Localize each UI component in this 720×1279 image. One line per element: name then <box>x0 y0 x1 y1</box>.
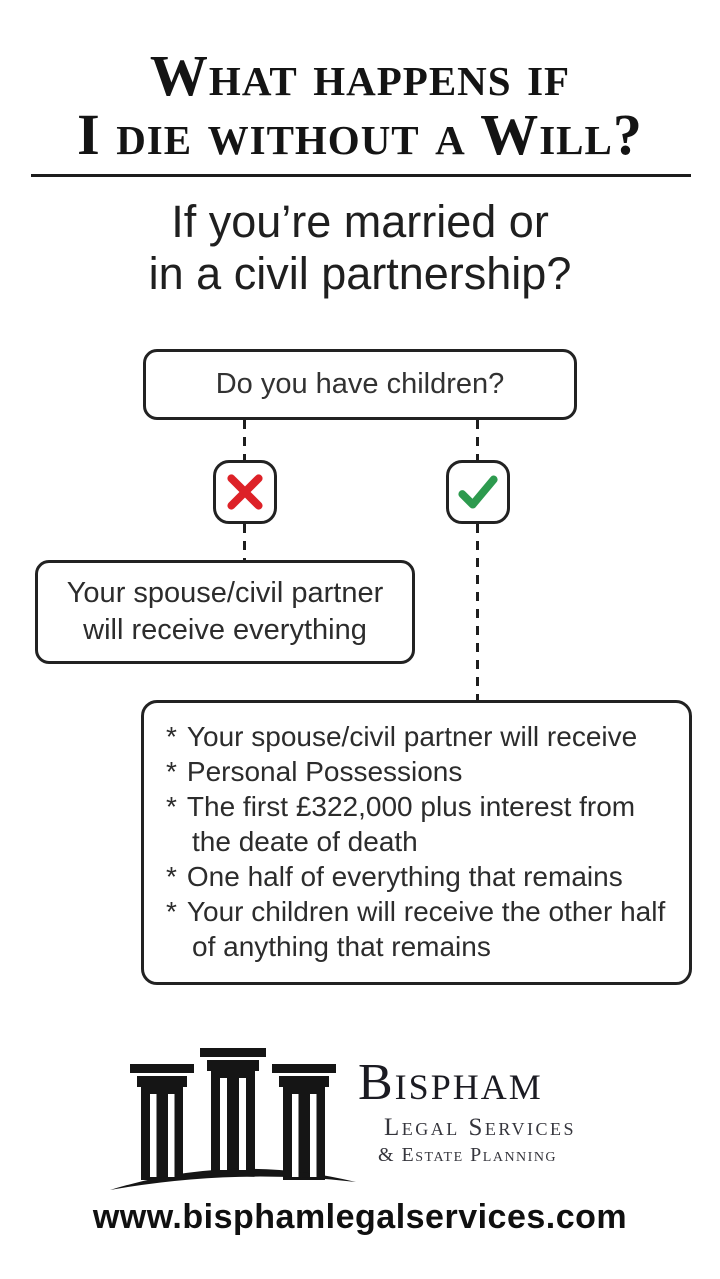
list-item <box>166 754 667 789</box>
list-item <box>166 719 667 754</box>
page-subtitle-line-1: If you’re married or <box>171 196 549 247</box>
columns-icon <box>108 1044 358 1192</box>
dashed-connector-question-to-yes <box>476 420 479 460</box>
no-result-box <box>35 560 415 664</box>
dashed-connector-no-to-result <box>243 524 246 560</box>
bullet-asterisk: * <box>166 721 177 752</box>
company-logo-text <box>358 1056 576 1166</box>
question-box <box>143 349 577 420</box>
list-item <box>166 789 667 859</box>
dashed-connector-question-to-no <box>243 420 246 460</box>
company-logo <box>108 1044 358 1197</box>
page-title-line-1: What happens if <box>149 43 571 108</box>
bullet-asterisk: * <box>166 791 177 822</box>
page-title-line-2: I die without a Will? <box>77 102 643 167</box>
list-item-text: One half of everything that remains <box>186 861 623 892</box>
list-item <box>166 894 667 964</box>
yes-result-box <box>141 700 692 985</box>
title-divider <box>31 174 691 177</box>
question-text: Do you have children? <box>215 368 505 400</box>
check-icon <box>455 469 501 515</box>
list-item-text: Your children will receive the other half of anything that remains <box>186 896 666 962</box>
no-result-line-1: Your spouse/civil partner <box>66 577 384 609</box>
yes-icon-box <box>446 460 510 524</box>
page-subtitle <box>0 196 720 300</box>
website-url: www.bisphamlegalservices.com <box>92 1198 628 1236</box>
cross-icon <box>224 471 266 513</box>
page-title <box>0 43 720 167</box>
no-icon-box <box>213 460 277 524</box>
list-item-text: Your spouse/civil partner will receive <box>186 721 638 752</box>
brand-name: Bispham <box>358 1054 543 1111</box>
brand-tagline-estate-planning: & Estate Planning <box>378 1144 558 1166</box>
list-item-text: Personal Possessions <box>186 756 463 787</box>
bullet-asterisk: * <box>166 861 177 892</box>
page-subtitle-line-2: in a civil partnership? <box>148 248 572 299</box>
bullet-asterisk: * <box>166 896 177 927</box>
dashed-connector-yes-to-result <box>476 524 479 700</box>
list-item <box>166 859 667 894</box>
brand-tagline-legal-services: Legal Services <box>384 1114 576 1141</box>
bullet-asterisk: * <box>166 756 177 787</box>
list-item-text: The first £322,000 plus interest from the deate of death <box>186 791 636 857</box>
no-result-line-2: will receive everything <box>83 614 367 646</box>
